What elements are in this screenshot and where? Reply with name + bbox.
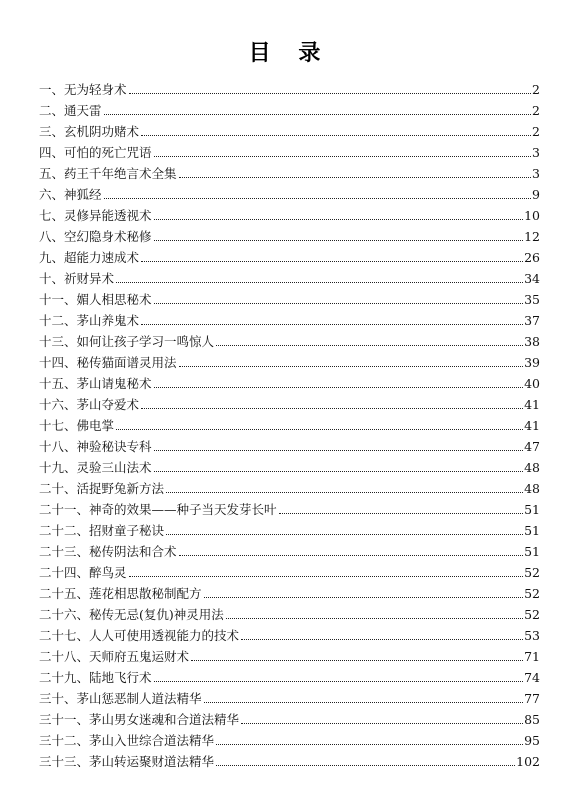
toc-entry-page-number: 51 — [524, 544, 540, 559]
toc-dot-leader — [116, 428, 523, 430]
toc-dot-leader — [154, 218, 524, 220]
toc-entry — [39, 224, 540, 245]
toc-entry-page-number: 10 — [524, 208, 540, 223]
toc-entry-page-number: 52 — [524, 565, 540, 580]
toc-entry-label: 二十二、招财童子秘诀 — [39, 523, 165, 538]
toc-entry — [39, 392, 540, 413]
toc-entry — [39, 665, 540, 686]
toc-entry-page-number: 48 — [524, 460, 540, 475]
toc-dot-leader — [154, 155, 532, 157]
toc-entry — [39, 434, 540, 455]
toc-entry — [39, 98, 540, 119]
toc-entry — [39, 518, 540, 539]
toc-dot-leader — [204, 701, 524, 703]
page-title: 目 录 — [248, 41, 331, 66]
toc-dot-leader — [116, 281, 523, 283]
toc-dot-leader — [241, 722, 523, 724]
toc-entry-label: 二十四、醉鸟灵 — [39, 565, 127, 580]
toc-entry-page-number: 2 — [532, 124, 540, 139]
toc-entry-label: 二十五、莲花相思散秘制配方 — [39, 586, 202, 601]
toc-entry-label: 十、祈财异术 — [39, 271, 115, 286]
toc-dot-leader — [104, 197, 532, 199]
toc-entry-page-number: 40 — [524, 376, 540, 391]
toc-entry-label: 一、无为轻身术 — [39, 82, 127, 97]
toc-entry — [39, 161, 540, 182]
toc-dot-leader — [154, 470, 524, 472]
toc-entry-page-number: 74 — [524, 670, 540, 685]
toc-entry-label: 三、玄机阴功赌术 — [39, 124, 140, 139]
toc-entry — [39, 350, 540, 371]
toc-entry-page-number: 102 — [516, 754, 540, 769]
toc-dot-leader — [154, 386, 524, 388]
toc-entry-label: 三十一、茅山男女迷魂和合道法精华 — [39, 712, 240, 727]
toc-dot-leader — [154, 302, 524, 304]
toc-dot-leader — [154, 449, 524, 451]
toc-entry — [39, 497, 540, 518]
toc-dot-leader — [154, 680, 524, 682]
toc-entry-label: 八、空幻隐身术秘修 — [39, 229, 152, 244]
toc-dot-leader — [226, 617, 523, 619]
toc-dot-leader — [241, 638, 523, 640]
toc-entry-page-number: 35 — [524, 292, 540, 307]
toc-dot-leader — [166, 491, 523, 493]
toc-entry — [39, 539, 540, 560]
toc-entry-label: 二十八、天师府五鬼运财术 — [39, 649, 190, 664]
toc-entry-label: 二、通天雷 — [39, 103, 102, 118]
toc-entry-page-number: 39 — [524, 355, 540, 370]
toc-entry — [39, 749, 540, 770]
toc-entry — [39, 455, 540, 476]
toc-entry-page-number: 53 — [524, 628, 540, 643]
toc-entry-page-number: 51 — [524, 502, 540, 517]
toc-entry — [39, 413, 540, 434]
toc-dot-leader — [166, 533, 523, 535]
toc-entry — [39, 245, 540, 266]
toc-entry — [39, 140, 540, 161]
toc-entry-label: 二十、活捉野兔新方法 — [39, 481, 165, 496]
toc-entry — [39, 644, 540, 665]
toc-entry-label: 七、灵修异能透视术 — [39, 208, 152, 223]
toc-dot-leader — [191, 659, 523, 661]
toc-entry — [39, 728, 540, 749]
toc-entry — [39, 287, 540, 308]
toc-entry-page-number: 38 — [524, 334, 540, 349]
toc-entry — [39, 203, 540, 224]
toc-entry — [39, 266, 540, 287]
toc-entry-label: 十六、茅山夺爱术 — [39, 397, 140, 412]
toc-entry-label: 二十九、陆地飞行术 — [39, 670, 152, 685]
toc-entry-label: 十七、佛电掌 — [39, 418, 115, 433]
table-of-contents — [39, 77, 540, 770]
toc-dot-leader — [141, 407, 523, 409]
toc-entry-page-number: 12 — [524, 229, 540, 244]
toc-dot-leader — [216, 344, 523, 346]
toc-dot-leader — [279, 512, 524, 514]
toc-entry-page-number: 37 — [524, 313, 540, 328]
toc-entry-label: 十八、神验秘诀专科 — [39, 439, 152, 454]
toc-entry-page-number: 41 — [524, 418, 540, 433]
toc-dot-leader — [141, 260, 523, 262]
toc-entry-page-number: 85 — [524, 712, 540, 727]
toc-entry-page-number: 34 — [524, 271, 540, 286]
toc-entry-page-number: 48 — [524, 481, 540, 496]
toc-entry-label: 十三、如何让孩子学习一鸣惊人 — [39, 334, 215, 349]
toc-entry — [39, 182, 540, 203]
toc-entry-page-number: 2 — [532, 82, 540, 97]
toc-entry-label: 二十六、秘传无忌(复仇)神灵用法 — [39, 607, 224, 622]
toc-dot-leader — [129, 92, 532, 94]
toc-entry — [39, 707, 540, 728]
toc-entry — [39, 77, 540, 98]
toc-entry-label: 六、神狐经 — [39, 187, 102, 202]
toc-entry — [39, 560, 540, 581]
toc-entry-page-number: 3 — [532, 145, 540, 160]
toc-dot-leader — [129, 575, 524, 577]
toc-entry-page-number: 2 — [532, 103, 540, 118]
toc-entry-label: 九、超能力速成术 — [39, 250, 140, 265]
toc-entry-page-number: 71 — [524, 649, 540, 664]
toc-entry-label: 二十三、秘传阴法和合术 — [39, 544, 177, 559]
toc-entry-label: 十九、灵验三山法术 — [39, 460, 152, 475]
toc-entry-label: 五、药王千年绝言术全集 — [39, 166, 177, 181]
toc-entry-page-number: 26 — [524, 250, 540, 265]
toc-entry — [39, 602, 540, 623]
toc-entry — [39, 329, 540, 350]
toc-dot-leader — [179, 365, 524, 367]
toc-entry-page-number: 3 — [532, 166, 540, 181]
toc-entry — [39, 623, 540, 644]
toc-entry-label: 十四、秘传猫面谱灵用法 — [39, 355, 177, 370]
toc-dot-leader — [216, 764, 515, 766]
toc-dot-leader — [179, 554, 524, 556]
toc-entry-page-number: 52 — [524, 586, 540, 601]
toc-entry-label: 十二、茅山养鬼术 — [39, 313, 140, 328]
toc-entry-page-number: 95 — [524, 733, 540, 748]
toc-entry-page-number: 47 — [524, 439, 540, 454]
toc-entry-page-number: 51 — [524, 523, 540, 538]
toc-entry — [39, 308, 540, 329]
toc-entry-label: 三十三、茅山转运聚财道法精华 — [39, 754, 215, 769]
toc-dot-leader — [204, 596, 524, 598]
toc-entry-label: 四、可怕的死亡咒语 — [39, 145, 152, 160]
toc-entry-label: 十一、媚人相思秘术 — [39, 292, 152, 307]
toc-entry-label: 三十二、茅山入世综合道法精华 — [39, 733, 215, 748]
toc-dot-leader — [154, 239, 524, 241]
toc-dot-leader — [216, 743, 523, 745]
toc-entry — [39, 581, 540, 602]
toc-dot-leader — [141, 323, 523, 325]
toc-entry — [39, 476, 540, 497]
toc-dot-leader — [179, 176, 532, 178]
toc-entry — [39, 119, 540, 140]
toc-entry-page-number: 52 — [524, 607, 540, 622]
toc-entry-page-number: 41 — [524, 397, 540, 412]
toc-dot-leader — [141, 134, 531, 136]
toc-entry-label: 二十七、人人可使用透视能力的技术 — [39, 628, 240, 643]
toc-entry — [39, 371, 540, 392]
toc-dot-leader — [104, 113, 532, 115]
toc-entry-label: 十五、茅山请鬼秘术 — [39, 376, 152, 391]
toc-entry-label: 三十、茅山惩恶制人道法精华 — [39, 691, 202, 706]
toc-entry — [39, 686, 540, 707]
toc-entry-page-number: 77 — [524, 691, 540, 706]
toc-entry-label: 二十一、神奇的效果——种子当天发芽长叶 — [39, 502, 277, 517]
toc-entry-page-number: 9 — [532, 187, 540, 202]
